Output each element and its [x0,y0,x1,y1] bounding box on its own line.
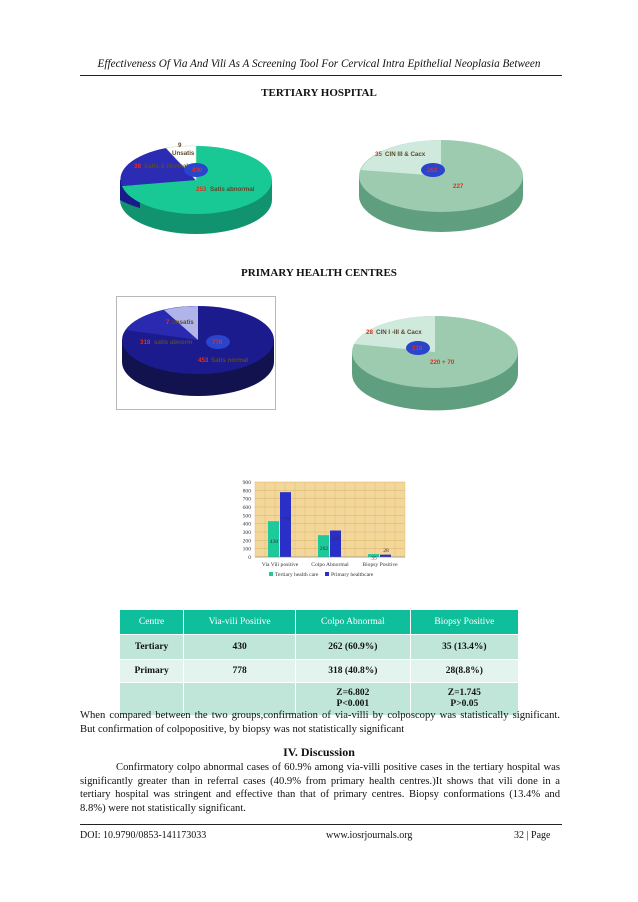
primary-screening-pie [116,296,276,410]
y-tick-label: 200 [242,538,251,545]
abnormal-count: 253 [196,186,207,193]
remaining-count: 227 [453,183,464,190]
section-heading-tertiary: TERTIARY HOSPITAL [261,87,377,99]
colpo-z: Z=6.802 [336,688,370,698]
header-rule [80,75,562,76]
header-centre: Centre [120,610,184,635]
y-tick-label: 0 [248,555,251,561]
y-tick-label: 300 [242,530,251,536]
pie-center-value: 318 [412,345,423,352]
cin-label: CIN III & Cacx [385,151,426,158]
legend-swatch [269,572,273,576]
y-tick-label: 400 [242,521,251,528]
cell-centre: Tertiary [120,635,184,660]
normal-label: Satis normal [211,357,249,364]
cell-biopsy: 28(8.8%) [410,660,518,683]
pie-center-value: 778 [212,339,223,346]
pie-center-value: 262 [427,167,438,174]
bar-value-label: 318 [331,535,341,542]
remaining-count: 220 + 70 [430,359,455,366]
abnormal-label: Satis abnormal [210,186,255,193]
footer-page: 32 | Page [514,830,551,841]
discussion-heading: IV. Discussion [283,745,355,759]
cell-via-vili: 430 [184,635,296,660]
cell-colpo: 262 (60.9%) [296,635,411,660]
biopsy-p: P>0.05 [450,699,479,709]
primary-colpo-pie [346,308,524,414]
bar-value-label: 778 [281,516,291,523]
unsatis-label: unsatis [172,319,194,326]
comparison-bar-chart [227,476,413,586]
x-category-label: Via Vili positive [261,562,299,568]
paragraph-comparison: When compared between the two groups,confirmation of via-villi by colposcopy was statistically significant. But confirmation of colpopositive, by biopsy was not statistically significant [80,710,560,735]
cin-count: 28 [366,329,373,336]
table-row [120,635,519,660]
biopsy-z: Z=1.745 [447,688,481,698]
unsatis-label: Unsatis [172,150,195,157]
legend-label: Primary healthcare [331,572,374,578]
tertiary-screening-pie [114,124,278,236]
cin-label: CIN I -III & Cacx [376,329,422,336]
tertiary-colpo-pie [353,126,529,236]
bar-value-label: 28 [383,547,389,554]
paragraph-discussion: Confirmatory colpo abnormal cases of 60.9% among via-villi positive cases in the tertiary hospital was significantly greater than in referral cases (40.9% from primary health centres.)It shows that vili done in a tertiary hospital was stringent and effective than that of primary centres. Biopsy conformations (13.4% and 8.8%) were not statistically significant. [80,762,560,814]
bar-1-1 [330,531,341,558]
abnormal-count: 318 [140,339,151,346]
table-header-row [120,610,519,635]
bar-0-1 [280,492,291,557]
x-category-label: Colpo Abnormal [311,562,349,568]
unsatis-count: 7 [166,319,170,326]
table-row [120,660,519,683]
pie-center-value: 430 [192,167,203,174]
results-table [119,609,519,716]
cell-colpo: 318 (40.8%) [296,660,411,683]
section-heading-primary: PRIMARY HEALTH CENTRES [241,267,397,279]
y-tick-label: 800 [242,488,251,495]
y-tick-label: 900 [242,480,251,486]
legend-label: Tertiary health care [275,572,319,578]
normal-count: 38 [134,163,141,170]
abnormal-label: satis abnorm [154,339,193,346]
bar-value-label: 262 [319,546,329,553]
cell-via-vili: 778 [184,660,296,683]
bar-value-label: 430 [269,539,279,546]
colpo-p: P<0.001 [336,699,370,709]
y-tick-label: 100 [242,546,251,553]
y-tick-label: 500 [242,513,251,520]
footer-site: www.iosrjournals.org [326,830,413,841]
cell-biopsy: 35 (13.4%) [410,635,518,660]
footer-doi: DOI: 10.9790/0853-141173033 [80,830,207,841]
header-biopsy: Biopsy Positive [410,610,518,635]
cin-count: 35 [375,151,382,158]
header-colpo: Colpo Abnormal [296,610,411,635]
normal-label: Satis & Normal [144,163,189,170]
x-category-label: Biopsy Positive [362,562,398,568]
header-via-vili: Via-vili Positive [184,610,296,635]
footer-rule [80,824,562,825]
normal-count: 453 [198,357,209,364]
y-tick-label: 700 [242,496,251,503]
running-head: Effectiveness Of Via And Vili As A Screening Tool For Cervical Intra Epithelial Neoplasia Between [97,58,541,70]
unsatis-count: 9 [178,142,182,149]
legend-swatch [325,572,329,576]
cell-centre: Primary [120,660,184,683]
bar-value-label: 35 [371,555,377,562]
bar-2-1 [380,555,391,557]
y-tick-label: 600 [242,505,251,511]
